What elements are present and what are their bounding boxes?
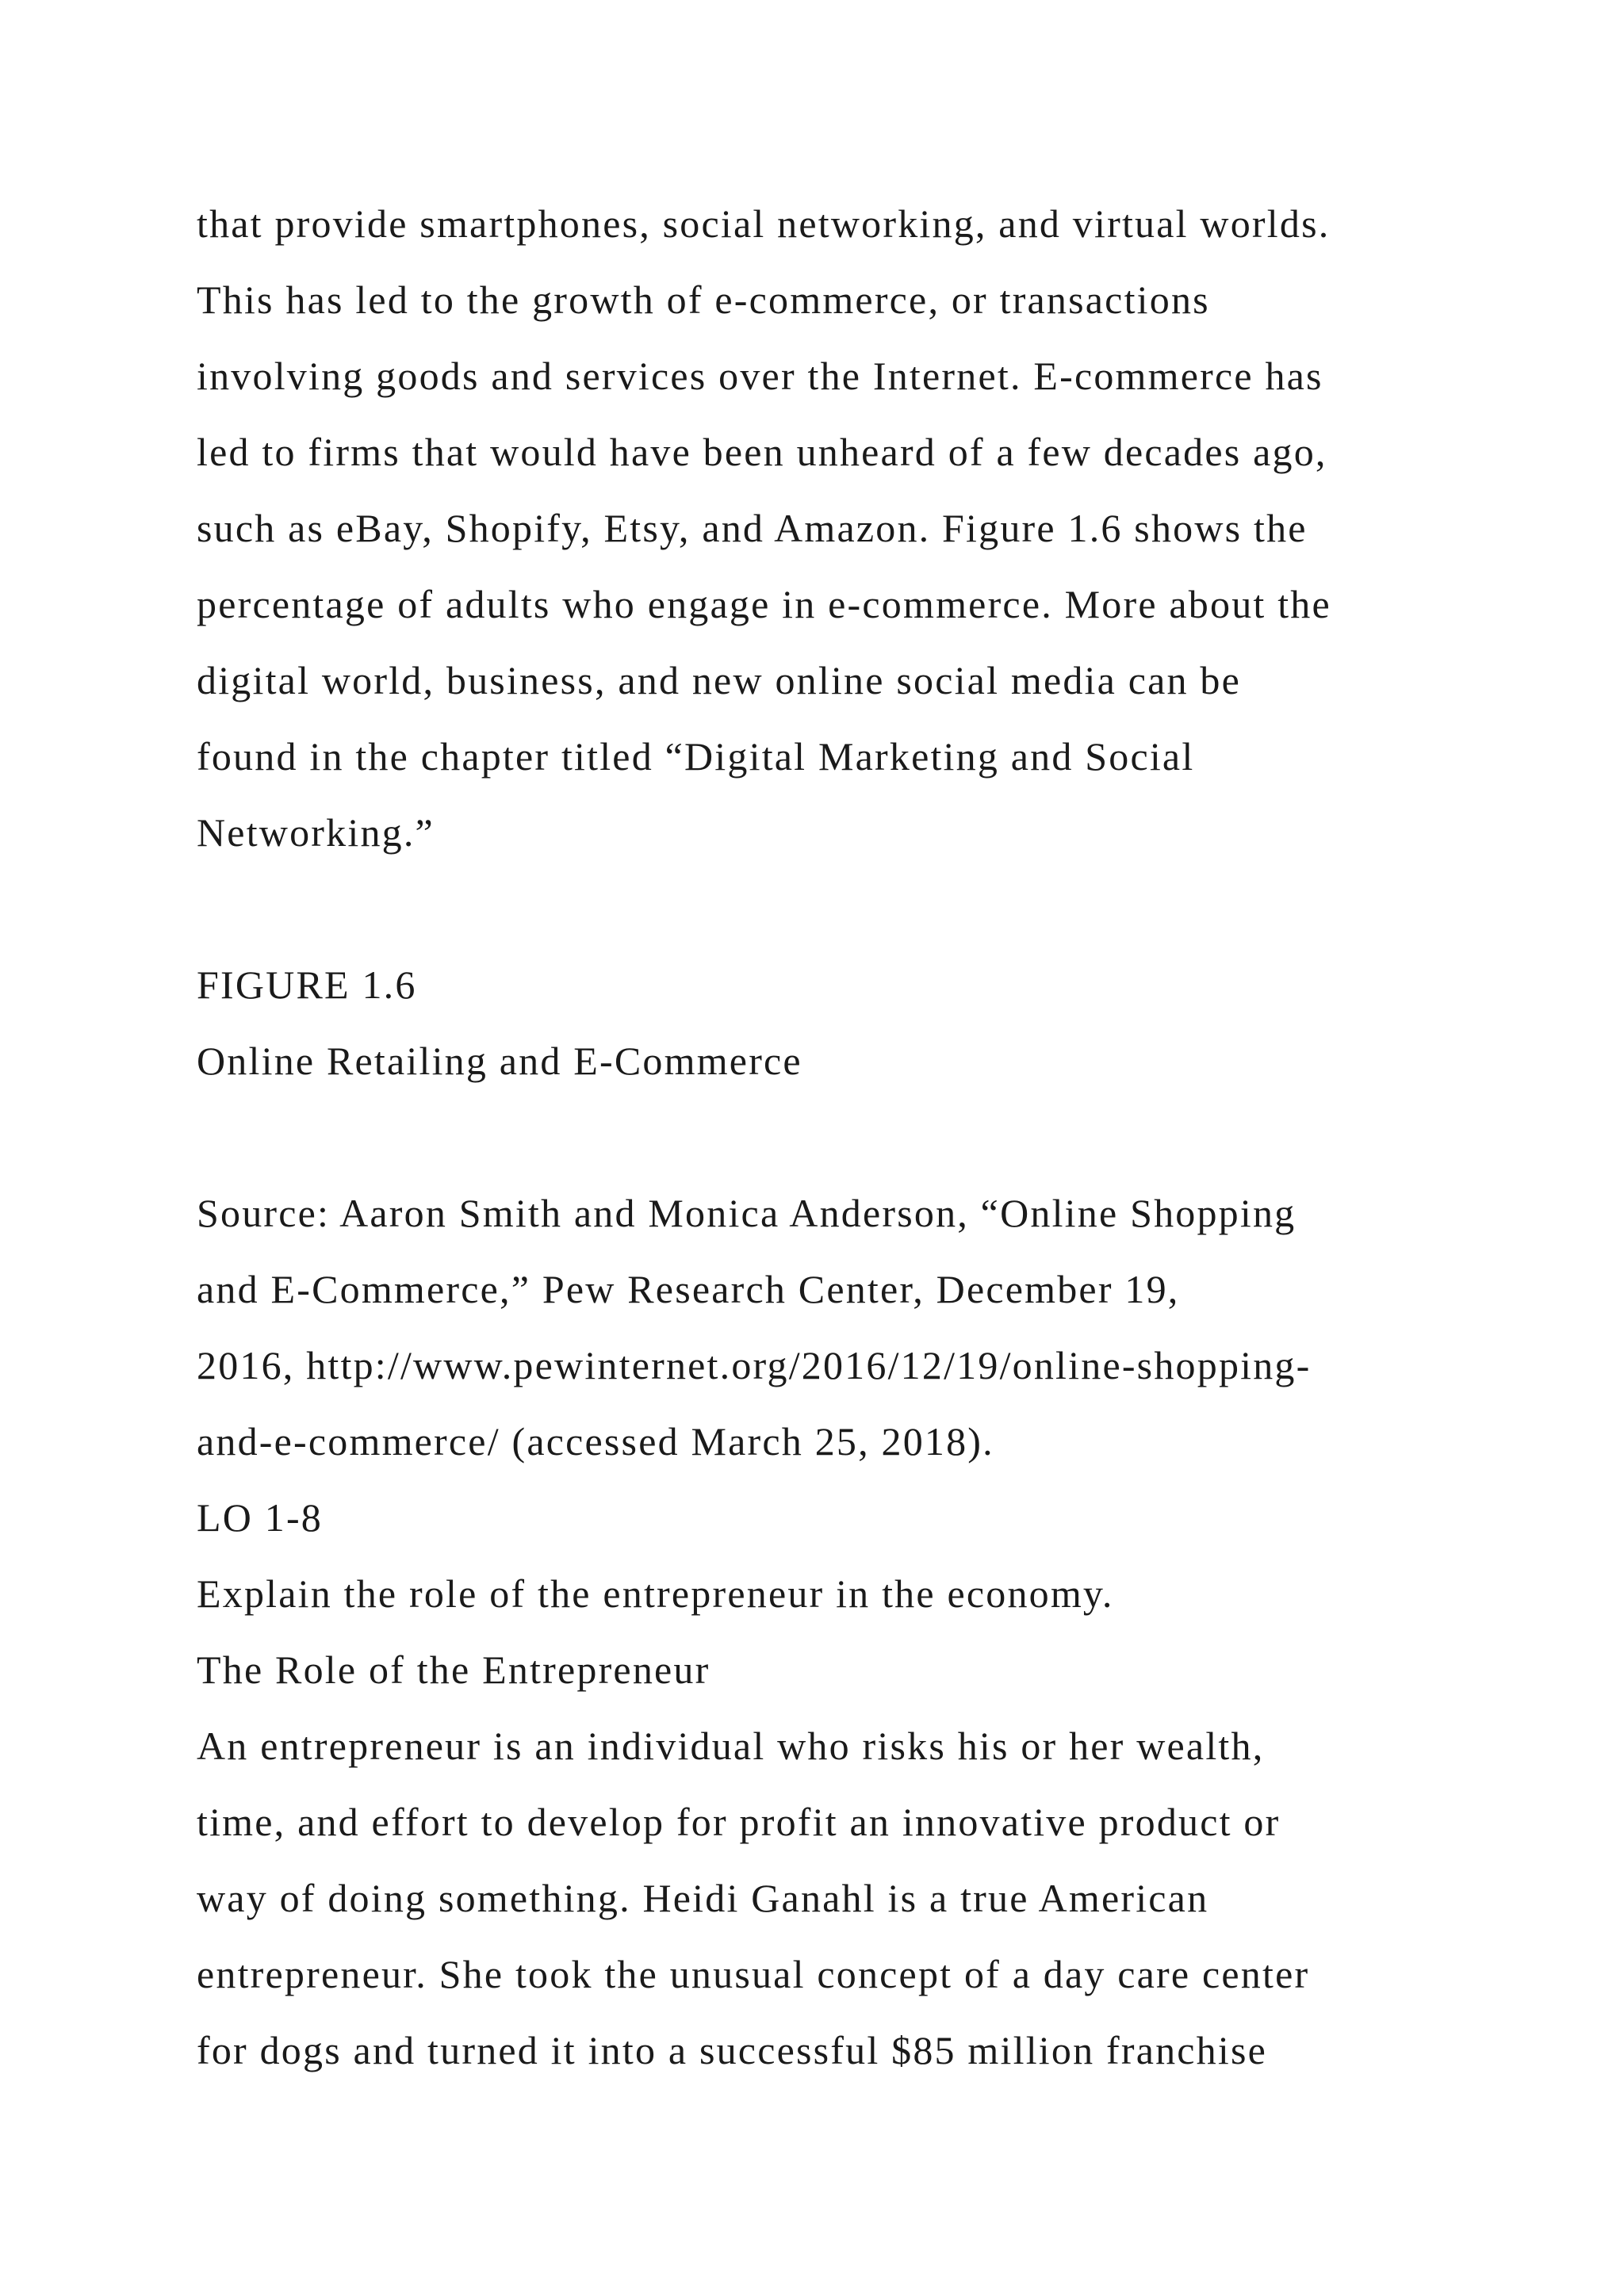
paragraph-line: entrepreneur. She took the unusual concept of a day care center — [197, 1952, 1310, 1996]
learning-objective-code: LO 1-8 — [197, 1495, 324, 1540]
paragraph-line: percentage of adults who engage in e-commerce. More about the — [197, 582, 1331, 626]
figure-label: FIGURE 1.6 — [197, 962, 417, 1007]
source-line: Source: Aaron Smith and Monica Anderson, “Online Shopping — [197, 1191, 1297, 1235]
section-heading: The Role of the Entrepreneur — [197, 1647, 710, 1692]
paragraph-line: found in the chapter titled “Digital Marketing and Social — [197, 734, 1195, 779]
source-line: 2016, http://www.pewinternet.org/2016/12/19/online-shopping- — [197, 1343, 1312, 1387]
paragraph-line: This has led to the growth of e-commerce, or transactions — [197, 277, 1210, 322]
learning-objective-text: Explain the role of the entrepreneur in the economy. — [197, 1571, 1114, 1616]
paragraph-line: for dogs and turned it into a successful $85 million franchise — [197, 2028, 1268, 2072]
paragraph-line: Networking.” — [197, 810, 435, 855]
source-line: and-e-commerce/ (accessed March 25, 2018). — [197, 1419, 994, 1464]
figure-title: Online Retailing and E-Commerce — [197, 1039, 802, 1083]
paragraph-line: led to firms that would have been unheard of a few decades ago, — [197, 430, 1327, 474]
paragraph-line: involving goods and services over the Internet. E-commerce has — [197, 354, 1323, 398]
paragraph-line: An entrepreneur is an individual who risks his or her wealth, — [197, 1724, 1265, 1768]
paragraph-line: time, and effort to develop for profit an innovative product or — [197, 1800, 1281, 1844]
source-line: and E-Commerce,” Pew Research Center, December 19, — [197, 1267, 1180, 1311]
paragraph-line: digital world, business, and new online social media can be — [197, 658, 1242, 702]
paragraph-line: way of doing something. Heidi Ganahl is a true American — [197, 1876, 1209, 1920]
paragraph-line: such as eBay, Shopify, Etsy, and Amazon. Figure 1.6 shows the — [197, 506, 1308, 550]
paragraph-line: that provide smartphones, social networking, and virtual worlds. — [197, 201, 1331, 246]
